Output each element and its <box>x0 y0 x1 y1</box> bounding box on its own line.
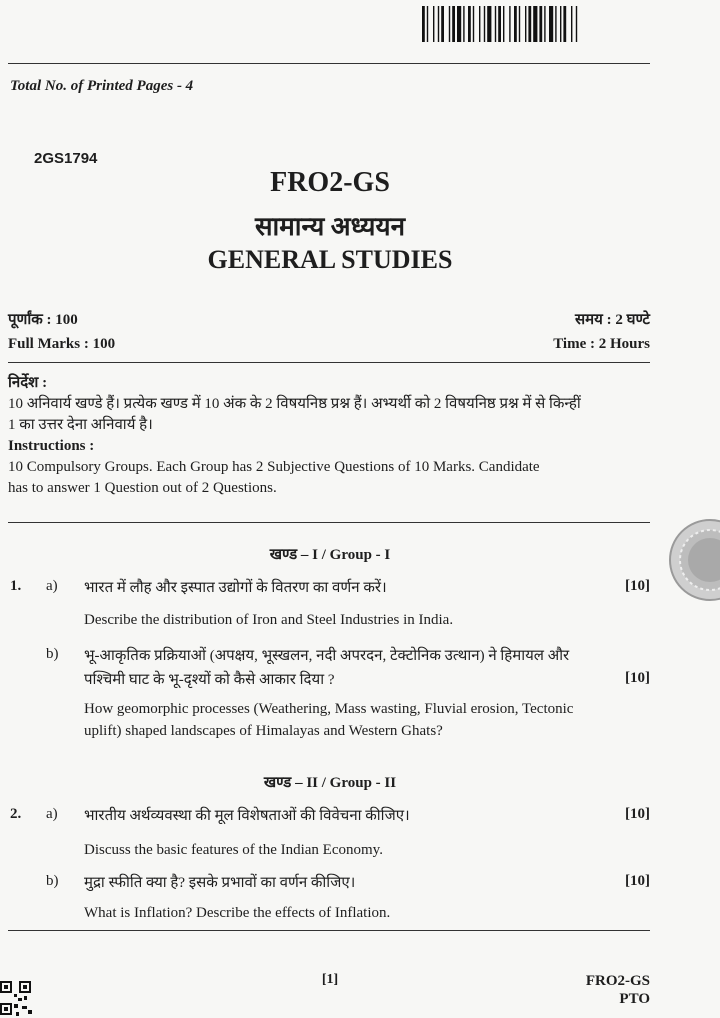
group-2-heading: खण्ड – II / Group - II <box>263 775 397 791</box>
instructions-block <box>8 373 653 499</box>
instructions-text-english-1: 10 Compulsory Groups. Each Group has 2 Subjective Questions of 10 Marks. Candidate <box>8 459 540 475</box>
page-number: [1] <box>321 972 339 987</box>
title-hindi: सामान्य अध्ययन <box>254 212 406 241</box>
question-2b-hindi: मुद्रा स्फीति क्या है? इसके प्रभावों का वर्णन कीजिए। <box>84 875 356 891</box>
question-number-1: 1. <box>10 578 22 594</box>
time-hindi: समय : 2 घण्टे <box>575 312 650 328</box>
time-english: Time : 2 Hours <box>553 336 650 352</box>
question-2b-english: What is Inflation? Describe the effects of Inflation. <box>84 905 391 921</box>
full-marks-english: Full Marks : 100 <box>8 336 116 352</box>
paper-code: 2GS1794 <box>34 150 98 167</box>
question-1b-english-2: uplift) shaped landscapes of Himalayas and Western Ghats? <box>84 723 443 739</box>
instructions-heading-english: Instructions : <box>8 438 95 454</box>
group-1-heading: खण्ड – I / Group - I <box>269 547 391 563</box>
question-1b-marks: [10] <box>625 670 650 686</box>
instructions-text-english-2: has to answer 1 Question out of 2 Questions. <box>8 480 277 496</box>
question-2a-english: Discuss the basic features of the Indian Economy. <box>84 842 383 858</box>
seal-watermark-icon <box>648 516 720 604</box>
marks-divider <box>8 362 650 363</box>
instructions-text-hindi-1: 10 अनिवार्य खण्डे हैं। प्रत्येक खण्ड में 10 अंक के 2 विषयनिष्ठ प्रश्न हैं। अभ्यर्थी को 2 विषयनिष्ठ प्रश्न में से किन्हीं <box>8 396 581 412</box>
printed-pages-count: Total No. of Printed Pages - 4 <box>10 78 194 94</box>
question-1a-english: Describe the distribution of Iron and Steel Industries in India. <box>84 612 454 628</box>
question-1b-hindi-2: पश्चिमी घाट के भू-दृश्यों को कैसे आकार दिया ? <box>84 672 335 688</box>
header-divider <box>8 63 650 64</box>
qr-code-icon <box>0 980 34 1018</box>
instructions-divider <box>8 522 650 523</box>
question-1a-label: a) <box>46 578 58 594</box>
question-2b-label: b) <box>46 873 59 889</box>
question-2a-marks: [10] <box>625 806 650 822</box>
footer-pto: PTO <box>619 991 650 1007</box>
question-2a-label: a) <box>46 806 58 822</box>
footer-divider <box>8 930 650 931</box>
title-english: GENERAL STUDIES <box>207 245 453 274</box>
question-1b-english-1: How geomorphic processes (Weathering, Mass wasting, Fluvial erosion, Tectonic <box>84 701 574 717</box>
footer-code-block <box>586 972 650 1008</box>
question-1a-marks: [10] <box>625 578 650 594</box>
question-2a-hindi: भारतीय अर्थव्यवस्था की मूल विशेषताओं की विवेचना कीजिए। <box>84 808 410 824</box>
question-1b-hindi-1: भू-आकृतिक प्रक्रियाओं (अपक्षय, भूस्खलन, नदी अपरदन, टेक्टोनिक उत्थान) ने हिमायल और <box>84 648 570 664</box>
question-2b-marks: [10] <box>625 873 650 889</box>
question-1a-hindi: भारत में लौह और इस्पात उद्योगों के वितरण का वर्णन करें। <box>84 580 387 596</box>
footer-paper-code: FRO2-GS <box>585 973 650 989</box>
title-code: FRO2-GS <box>270 167 390 198</box>
question-number-2: 2. <box>10 806 22 822</box>
full-marks-hindi: पूर्णांक : 100 <box>8 312 78 328</box>
instructions-heading-hindi: निर्देश : <box>8 375 48 391</box>
barcode <box>422 6 650 42</box>
question-1b-label: b) <box>46 646 59 662</box>
instructions-text-hindi-2: 1 का उत्तर देना अनिवार्य है। <box>8 417 153 433</box>
